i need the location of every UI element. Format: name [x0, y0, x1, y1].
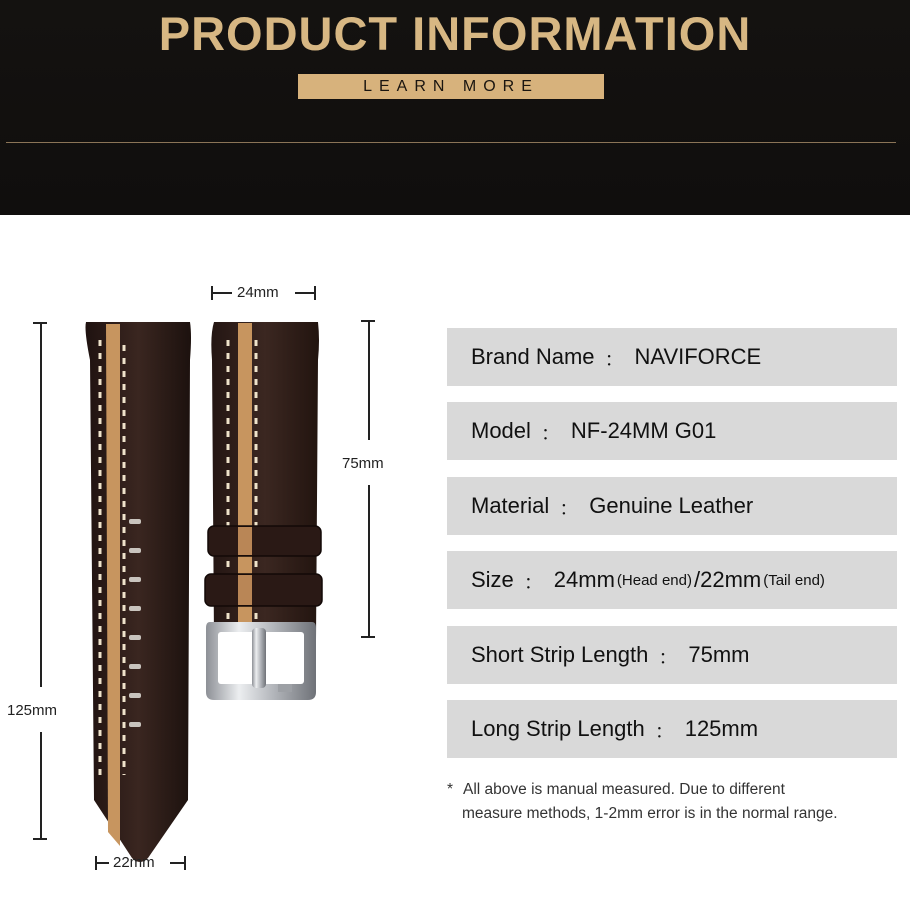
tail-width-line-left: [95, 862, 109, 864]
head-width-line-left: [212, 292, 232, 294]
spec-separator: ：: [604, 348, 625, 371]
head-width-label: 24mm: [237, 284, 279, 301]
spec-label: Short Strip Length: [471, 642, 649, 667]
spec-row-long-strip: [447, 700, 897, 758]
head-width-tick-right: [314, 286, 316, 300]
spec-head-value: 24mm: [553, 567, 615, 592]
spec-label: Brand Name: [471, 344, 595, 369]
spec-separator: ：: [654, 720, 675, 743]
spec-label: Size: [471, 567, 514, 592]
spec-head-note: (Head end): [616, 571, 692, 589]
long-length-line-top: [40, 322, 42, 687]
long-length-tick-bottom: [33, 838, 47, 840]
long-length-line-bottom: [40, 732, 42, 838]
spec-label: Long Strip Length: [471, 716, 645, 741]
spec-separator: ：: [540, 422, 561, 445]
spec-separator: ：: [658, 646, 679, 669]
spec-separator: ：: [559, 497, 580, 520]
short-length-line-top: [368, 320, 370, 440]
spec-row-material: [447, 477, 897, 535]
spec-label: Material: [471, 493, 550, 518]
tail-width-label: 22mm: [113, 854, 155, 871]
spec-value: NAVIFORCE: [634, 344, 762, 369]
spec-row-short-strip: [447, 626, 897, 684]
note-line-1: All above is manual measured. Due to different: [463, 781, 785, 798]
spec-value: 75mm: [688, 642, 750, 667]
tail-width-line-right: [170, 862, 184, 864]
spec-slash: /: [693, 567, 701, 592]
spec-row-size: [447, 551, 897, 609]
spec-row-model: [447, 402, 897, 460]
spec-tail-value: 22mm: [700, 567, 762, 592]
page-title: PRODUCT INFORMATION: [158, 7, 752, 60]
spec-separator: ：: [523, 571, 544, 594]
spec-value: 125mm: [684, 716, 759, 741]
tail-width-tick-right: [184, 856, 186, 870]
measurement-note: [447, 778, 902, 826]
long-strap: [86, 322, 192, 862]
spec-value: Genuine Leather: [589, 493, 754, 518]
spec-tail-note: (Tail end): [763, 571, 825, 589]
note-asterisk: *: [447, 781, 454, 798]
short-length-tick-bottom: [361, 636, 375, 638]
head-width-tick-left: [211, 286, 213, 300]
short-length-line-bottom: [368, 485, 370, 637]
note-line-2: measure methods, 1-2mm error is in the normal range.: [462, 805, 838, 822]
steel-buckle-icon: [206, 622, 316, 700]
spec-row-brand: [447, 328, 897, 386]
short-length-label: 75mm: [342, 455, 384, 472]
head-width-line-right: [295, 292, 315, 294]
spec-label: Model: [471, 418, 531, 443]
short-strap: [205, 322, 322, 640]
learn-more-button[interactable]: LEARN MORE: [298, 74, 604, 99]
long-length-label: 125mm: [7, 702, 58, 719]
spec-value: NF-24MM G01: [570, 418, 717, 443]
